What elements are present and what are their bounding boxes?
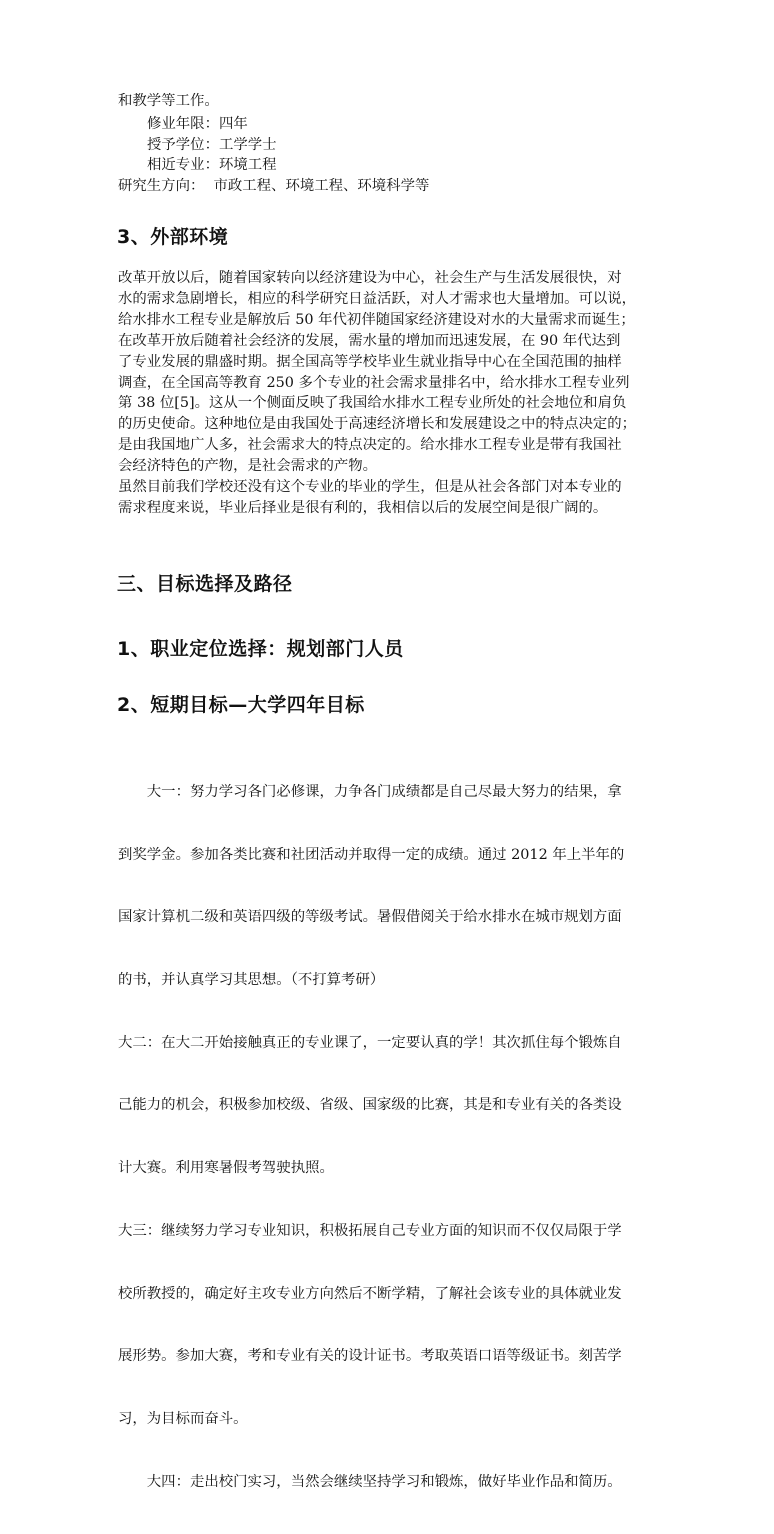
- paragraph-line: 大一：努力学习各门必修课，力争各门成绩都是自己尽最大努力的结果，拿: [118, 783, 622, 800]
- paragraph-line: 第 38 位[5]。这从一个侧面反映了我国给水排水工程专业所处的社会地位和肩负: [118, 395, 627, 412]
- paragraph-line: 的历史使命。这种地位是由我国处于高速经济增长和发展建设之中的特点决定的；: [118, 416, 637, 433]
- paragraph-line: 校所教授的，确定好主攻专业方向然后不断学精，了解社会该专业的具体就业发: [118, 1285, 622, 1302]
- paragraph-line: 国家计算机二级和英语四级的等级考试。暑假借阅关于给水排水在城市规划方面: [118, 909, 622, 926]
- paragraph-line: 会经济特色的产物，是社会需求的产物。: [118, 458, 378, 475]
- section-heading-external-environment: 3、外部环境: [117, 226, 229, 248]
- paragraph-line: 己能力的机会，积极参加校级、省级、国家级的比赛，其是和专业有关的各类设: [118, 1097, 622, 1114]
- paragraph-line: 虽然目前我们学校还没有这个专业的毕业的学生，但是从社会各部门对本专业的: [118, 479, 622, 496]
- paragraph-line: 到奖学金。参加各类比赛和社团活动并取得一定的成绩。通过 2012 年上半年的: [118, 846, 625, 863]
- subheading-short-term-goals: 2、短期目标—大学四年目标: [117, 694, 365, 716]
- paragraph-line: 改革开放以后，随着国家转向以经济建设为中心，社会生产与生活发展很快，对: [118, 270, 622, 286]
- paragraph-line: 大三：继续努力学习专业知识，积极拓展自己专业方面的知识而不仅仅局限于学: [118, 1222, 622, 1239]
- paragraph-line: 调查，在全国高等教育 250 多个专业的社会需求量排名中，给水排水工程专业列: [118, 374, 630, 391]
- paragraph-line: 给水排水工程专业是解放后 50 年代初伴随国家经济建设对水的大量需求而诞生；: [118, 311, 635, 328]
- paragraph-line: 的书，并认真学习其思想。（不打算考研）: [118, 971, 385, 988]
- paragraph-line: 大四：走出校门实习，当然会继续坚持学习和锻炼，做好毕业作品和简历。: [118, 1473, 622, 1490]
- graduate-direction: 研究生方向： 市政工程、环境工程、环境科学等: [118, 178, 430, 194]
- paragraph-line: 展形势。参加大赛，考和专业有关的设计证书。考取英语口语等级证书。刻苦学: [118, 1348, 622, 1365]
- paragraph-line: 习，为目标而奋斗。: [118, 1411, 248, 1427]
- intro-line: 和教学等工作。: [118, 93, 219, 109]
- study-years: 修业年限：四年: [147, 116, 248, 132]
- external-environment-paragraph: [118, 268, 660, 519]
- paragraph-line: 需求程度来说，毕业后择业是很有利的，我相信以后的发展空间是很广阔的。: [118, 499, 608, 516]
- paragraph-line: 大二：在大二开始接触真正的专业课了，一定要认真的学！其次抓住每个锻炼自: [118, 1034, 622, 1051]
- paragraph-line: 计大赛。利用寒暑假考驾驶执照。: [118, 1160, 334, 1177]
- paragraph-line: 水的需求急剧增长，相应的科学研究日益活跃，对人才需求也大量增加。可以说，: [118, 290, 637, 307]
- paragraph-line: 在改革开放后随着社会经济的发展，需水量的增加而迅速发展，在 90 年代达到: [118, 332, 621, 349]
- subheading-career-position: 1、职业定位选择：规划部门人员: [117, 638, 404, 660]
- paragraph-line: 是由我国地广人多，社会需求大的特点决定的。给水排水工程专业是带有我国社: [118, 437, 622, 454]
- paragraph-line: 了专业发展的鼎盛时期。据全国高等学校毕业生就业指导中心在全国范围的抽样: [118, 353, 622, 370]
- degree-awarded: 授予学位：工学学士: [147, 137, 277, 153]
- related-major: 相近专业：环境工程: [147, 157, 277, 173]
- part-heading-goals: 三、目标选择及路径: [117, 573, 293, 595]
- goals-paragraph: [118, 740, 660, 1534]
